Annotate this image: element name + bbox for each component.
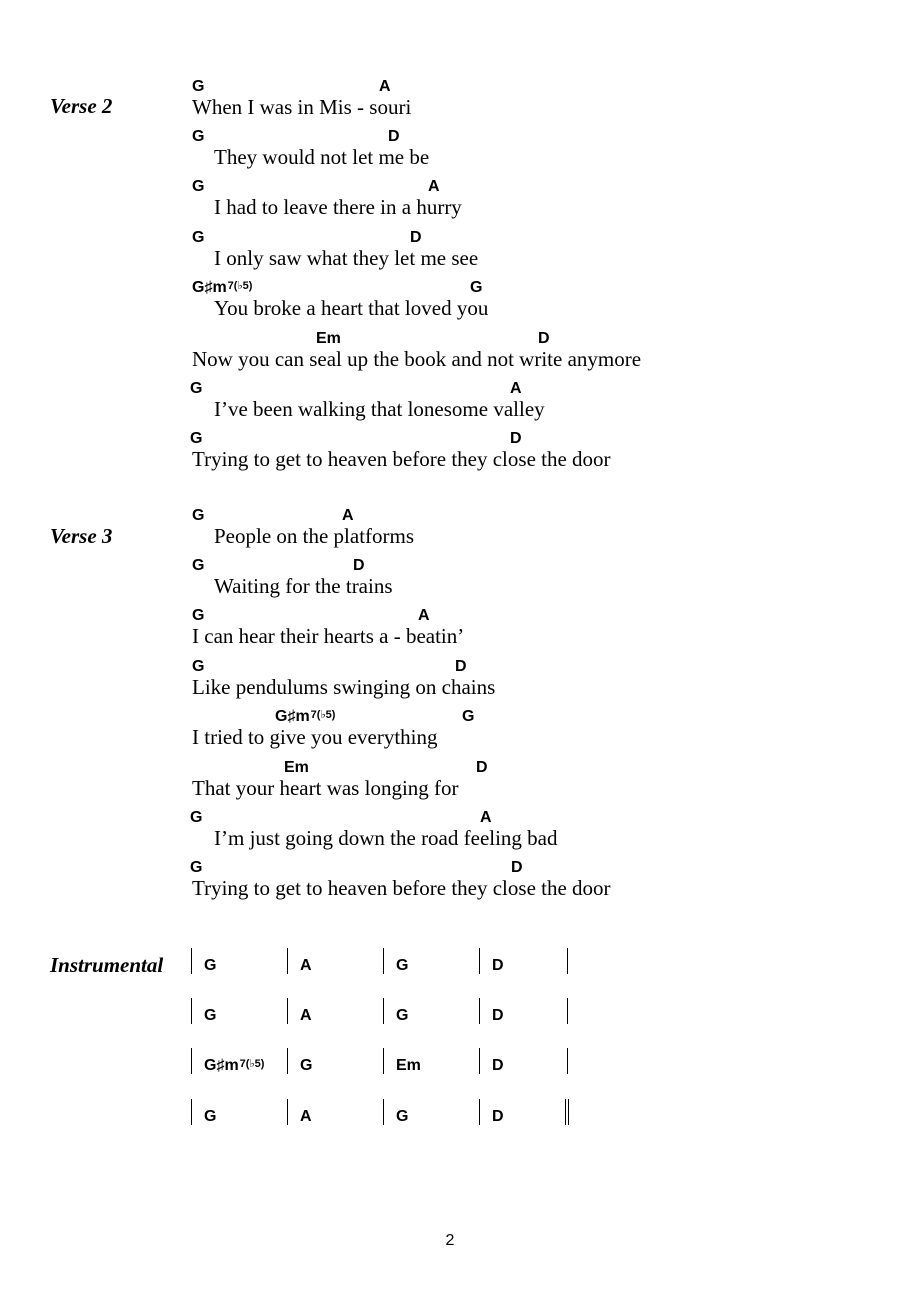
bar-line xyxy=(479,998,480,1024)
chord: D xyxy=(538,330,550,347)
lyric-line: You broke a heart that loved you xyxy=(214,296,489,320)
measure-chord: G xyxy=(204,1108,217,1125)
lyric-line: Waiting for the trains xyxy=(214,574,393,598)
instrumental-label: Instrumental xyxy=(50,953,164,977)
chord: G xyxy=(192,229,205,246)
measure-chord: Em xyxy=(396,1057,421,1074)
chord: D xyxy=(476,759,488,776)
lyric-line: Trying to get to heaven before they close the door xyxy=(192,876,611,900)
lyric-line: When I was in Mis - souri xyxy=(192,95,412,119)
chord: Em xyxy=(284,759,309,776)
chord: A xyxy=(480,809,492,826)
chord: G xyxy=(190,859,203,876)
chord: D xyxy=(388,128,400,145)
lyric-line: They would not let me be xyxy=(214,145,430,169)
chord: G xyxy=(470,279,483,296)
measure-chord: G xyxy=(396,1007,409,1024)
chord: G xyxy=(192,507,205,524)
lyric-line: Now you can seal up the book and not write anymore xyxy=(192,347,642,371)
bar-line xyxy=(191,1099,192,1125)
chord: D xyxy=(410,229,422,246)
measure-chord: G xyxy=(204,1007,217,1024)
measure-chord: G♯m7(♭5) xyxy=(204,1057,265,1074)
bar-line xyxy=(287,1099,288,1125)
lyric-line: I tried to give you everything xyxy=(192,725,438,749)
lyric-line: I only saw what they let me see xyxy=(214,246,479,270)
lyric-line: I’m just going down the road feeling bad xyxy=(214,826,558,850)
chord: D xyxy=(511,859,523,876)
bar-line xyxy=(383,1099,384,1125)
lyric-line: That your heart was longing for xyxy=(192,776,459,800)
measure-chord: A xyxy=(300,957,312,974)
bar-line xyxy=(479,948,480,974)
final-double-bar-line xyxy=(565,1099,569,1125)
bar-line xyxy=(287,1048,288,1074)
chord: G xyxy=(190,809,203,826)
measure-chord: G xyxy=(396,957,409,974)
bar-line xyxy=(191,948,192,974)
bar-line xyxy=(287,998,288,1024)
chord: D xyxy=(353,557,365,574)
chord: Em xyxy=(316,330,341,347)
bar-line xyxy=(383,1048,384,1074)
bar-line xyxy=(567,948,568,974)
bar-line xyxy=(383,948,384,974)
chord: G xyxy=(192,658,205,675)
measure-chord: G xyxy=(204,957,217,974)
bar-line xyxy=(383,998,384,1024)
chord: G xyxy=(192,607,205,624)
measure-chord: A xyxy=(300,1108,312,1125)
bar-line xyxy=(479,1099,480,1125)
chord: D xyxy=(510,430,522,447)
lyric-line: Trying to get to heaven before they close the door xyxy=(192,447,611,471)
bar-line xyxy=(479,1048,480,1074)
lyric-line: People on the platforms xyxy=(214,524,415,548)
bar-line xyxy=(191,998,192,1024)
chord: G xyxy=(190,380,203,397)
chord: G xyxy=(192,557,205,574)
measure-chord: D xyxy=(492,957,504,974)
lyric-line: I can hear their hearts a - beatin’ xyxy=(192,624,465,648)
chord: G xyxy=(192,128,205,145)
chord: G♯m7(♭5) xyxy=(192,279,253,296)
measure-chord: D xyxy=(492,1057,504,1074)
bar-line xyxy=(567,1048,568,1074)
verse-2-label: Verse 2 xyxy=(50,94,113,118)
lyric-line: I had to leave there in a hurry xyxy=(214,195,462,219)
chord: A xyxy=(510,380,522,397)
chord: G xyxy=(192,178,205,195)
measure-chord: A xyxy=(300,1007,312,1024)
measure-chord: G xyxy=(300,1057,313,1074)
bar-line xyxy=(191,1048,192,1074)
measure-chord: D xyxy=(492,1108,504,1125)
chord: A xyxy=(342,507,354,524)
verse-3-label: Verse 3 xyxy=(50,524,113,548)
chord: G xyxy=(190,430,203,447)
measure-chord: G xyxy=(396,1108,409,1125)
chord: G xyxy=(462,708,475,725)
lyric-line: Like pendulums swinging on chains xyxy=(192,675,496,699)
chord: G xyxy=(192,78,205,95)
bar-line xyxy=(567,998,568,1024)
chord: A xyxy=(379,78,391,95)
chord: A xyxy=(418,607,430,624)
page-number: 2 xyxy=(445,1232,455,1249)
measure-chord: D xyxy=(492,1007,504,1024)
chord: D xyxy=(455,658,467,675)
chord: A xyxy=(428,178,440,195)
chord: G♯m7(♭5) xyxy=(275,708,336,725)
lyric-line: I’ve been walking that lonesome valley xyxy=(214,397,545,421)
bar-line xyxy=(287,948,288,974)
